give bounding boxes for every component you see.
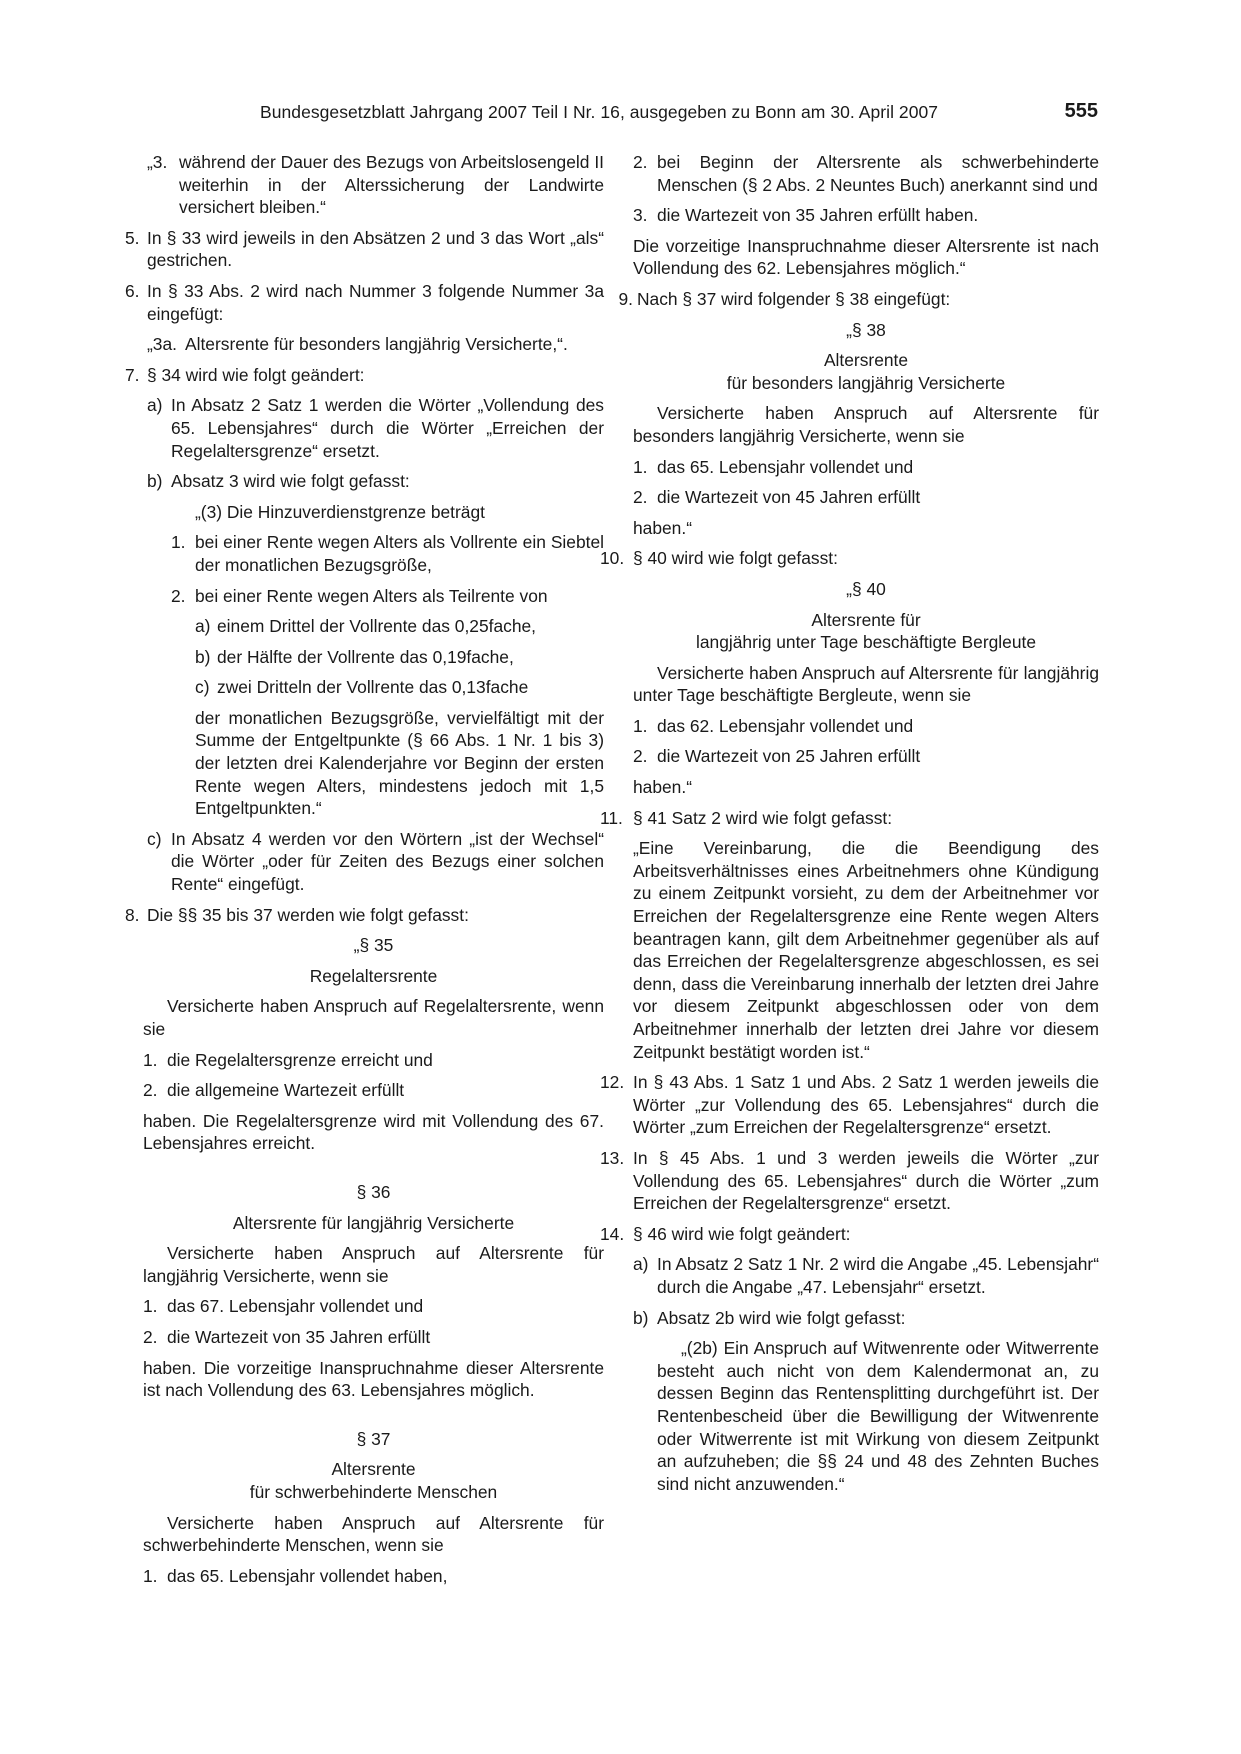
section-35-item-2: 2. die allgemeine Wartezeit erfüllt — [143, 1080, 405, 1101]
section-38-title-line1: Altersrente — [823, 350, 909, 371]
item-14a: a) In Absatz 2 Satz 1 Nr. 2 wird die Angabe „45. Lebensjahr“ durch die Angabe „47. Lebensjahr“ ersetzt. — [633, 1254, 1099, 1297]
section-37-title-line2: für schwerbehinderte Menschen — [249, 1481, 498, 1502]
section-38-item-1: 1. das 65. Lebensjahr vollendet und — [633, 456, 914, 477]
section-40-tail: haben.“ — [633, 777, 692, 798]
section-40-number: „§ 40 — [846, 578, 886, 599]
item-7c: c) In Absatz 4 werden vor den Wörtern „ist der Wechsel“ die Wörter „oder für Zeiten des Bezugs einer solchen Rente“ eingefügt. — [147, 828, 604, 895]
section-38-tail: haben.“ — [633, 517, 692, 538]
item-5: 5. In § 33 wird jeweils in den Absätzen 2 und 3 das Wort „als“ gestrichen. — [125, 227, 604, 271]
section-38-intro: Versicherte haben Anspruch auf Altersrente für besonders langjährig Versicherte, wenn sie — [633, 403, 1099, 446]
section-36-intro: Versicherte haben Anspruch auf Altersrente für langjährig Versicherte, wenn sie — [143, 1243, 604, 1286]
section-40-item-2: 2. die Wartezeit von 25 Jahren erfüllt — [633, 746, 921, 767]
item-7b-2a: a) einem Drittel der Vollrente das 0,25fache, — [195, 616, 537, 637]
item-7b-2: 2. bei einer Rente wegen Alters als Teilrente von — [171, 585, 548, 606]
item-6: 6. In § 33 Abs. 2 wird nach Nummer 3 folgende Nummer 3a eingefügt: — [125, 280, 604, 324]
section-35-number: „§ 35 — [353, 935, 394, 956]
item-7b-1: 1. bei einer Rente wegen Alters als Vollrente ein Siebtel der monatlichen Bezugsgröße, — [171, 532, 604, 575]
section-36-title: Altersrente für langjährig Versicherte — [232, 1212, 515, 1233]
item-7b: b) Absatz 3 wird wie folgt gefasst: — [147, 471, 410, 492]
left-column — [125, 151, 604, 1587]
item-12: 12. In § 43 Abs. 1 Satz 1 und Abs. 2 Satz 1 werden jeweils die Wörter „zur Vollendung des 65. Lebensjahres“ durch die Wörter „zum Erreichen der Regelaltersgrenze“ ersetzt. — [600, 1072, 1099, 1138]
section-37-intro: Versicherte haben Anspruch auf Altersrente für schwerbehinderte Menschen, wenn sie — [143, 1512, 604, 1556]
section-37-number: § 37 — [356, 1428, 391, 1449]
section-37-item-3: 3. die Wartezeit von 35 Jahren erfüllt haben. — [633, 205, 979, 226]
section-36-item-1: 1. das 67. Lebensjahr vollendet und — [143, 1296, 424, 1317]
section-36-tail: haben. Die vorzeitige Inanspruchnahme dieser Altersrente ist nach Vollendung des 63. Lebensjahres möglich. — [143, 1357, 604, 1401]
item-14b-quote: „(2b) Ein Anspruch auf Witwenrente oder Witwerrente besteht auch nicht von dem Kalendermonat an, zu dessen Beginn das Rentensplitting durchgeführt ist. Der Rentenbescheid über die Bewilligung der Witwenrente oder Witwerrente ist mit Wirkung von diesem Zeitpunkt an aufzuheben; die §§ 24 und 48 des Zehnten Buches sind nicht anzuwenden.“ — [657, 1338, 1099, 1494]
quote-item-3: „3. während der Dauer des Bezugs von Arbeitslosengeld II weiterhin in der Alterssicherung der Landwirte versichert bleiben.“ — [147, 152, 604, 218]
item-7b-tail: der monatlichen Bezugsgröße, vervielfältigt mit der Summe der Entgeltpunkte (§ 66 Abs. 1 Nr. 1 bis 3) der letzten drei Kalenderjahre vor Beginn der ersten Rente wegen Alters, mindestens jedoch mit 1,5 Entgeltpunkten.“ — [195, 707, 604, 819]
item-8: 8. Die §§ 35 bis 37 werden wie folgt gefasst: — [125, 904, 469, 925]
section-38-number: „§ 38 — [846, 319, 886, 340]
item-10: 10. § 40 wird wie folgt gefasst: — [600, 548, 838, 569]
section-36-number: § 36 — [356, 1181, 391, 1202]
page-header — [260, 100, 1098, 130]
header-title: Bundesgesetzblatt Jahrgang 2007 Teil I Nr. 16, ausgegeben zu Bonn am 30. April 2007 — [260, 102, 939, 122]
section-37-title-line1: Altersrente — [331, 1459, 416, 1480]
section-40-title-line2: langjährig unter Tage beschäftigte Bergleute — [696, 632, 1036, 653]
section-35-tail: haben. Die Regelaltersgrenze wird mit Vollendung des 67. Lebensjahres erreicht. — [143, 1110, 604, 1154]
item-7: 7. § 34 wird wie folgt geändert: — [125, 364, 365, 385]
item-7b-2b: b) der Hälfte der Vollrente das 0,19fache, — [195, 646, 514, 667]
page-number: 555 — [1064, 100, 1098, 122]
quote-para-3: „(3) Die Hinzuverdienstgrenze beträgt — [195, 501, 485, 522]
item-14: 14. § 46 wird wie folgt geändert: — [600, 1223, 851, 1244]
section-40-intro: Versicherte haben Anspruch auf Altersrente für langjährig unter Tage beschäftigte Bergleute, wenn sie — [633, 662, 1099, 706]
section-37-item-2: 2. bei Beginn der Altersrente als schwerbehinderte Menschen (§ 2 Abs. 2 Neuntes Buch) anerkannt sind und — [633, 152, 1099, 195]
section-38-item-2: 2. die Wartezeit von 45 Jahren erfüllt — [633, 487, 921, 508]
section-35-item-1: 1. die Regelaltersgrenze erreicht und — [143, 1049, 433, 1070]
section-37-item-1: 1. das 65. Lebensjahr vollendet haben, — [143, 1565, 448, 1586]
right-column — [600, 151, 1099, 1495]
item-7a: a) In Absatz 2 Satz 1 werden die Wörter „Vollendung des 65. Lebensjahres“ durch die Wörter „Erreichen der Regelaltersgrenze“ ersetzt. — [147, 395, 604, 461]
section-38-title-line2: für besonders langjährig Versicherte — [726, 372, 1006, 393]
section-36-item-2: 2. die Wartezeit von 35 Jahren erfüllt — [143, 1326, 431, 1347]
quote-item-3a: „3a. Altersrente für besonders langjährig Versicherte,“. — [147, 334, 568, 355]
item-13: 13. In § 45 Abs. 1 und 3 werden jeweils die Wörter „zur Vollendung des 65. Lebensjahres“ durch die Wörter „zum Erreichen der Regelaltersgrenze“ ersetzt. — [600, 1147, 1099, 1214]
section-35-intro: Versicherte haben Anspruch auf Regelaltersrente, wenn sie — [143, 996, 604, 1039]
item-9: 9. Nach § 37 wird folgender § 38 eingefügt: — [618, 288, 951, 309]
item-7b-2c: c) zwei Dritteln der Vollrente das 0,13fache — [195, 677, 529, 698]
item-11-quote: „Eine Vereinbarung, die die Beendigung des Arbeitsverhältnisses eines Arbeitnehmers ohne Kündigung zu einem Zeitpunkt vorsieht, zu dem der Arbeitnehmer vor Erreichen der Regelaltersgrenze eine Rente wegen Alters beantragen kann, gilt dem Arbeitnehmer gegenüber als auf das Erreichen der Regelaltersgrenze abgeschlossen, es sei denn, dass die Vereinbarung innerhalb der letzten drei Jahre vor diesem Zeitpunkt abgeschlossen oder von dem Arbeitnehmer innerhalb der letzten drei Jahre vor diesem Zeitpunkt bestätigt worden ist.“ — [633, 838, 1099, 1062]
section-40-title-line1: Altersrente für — [811, 609, 921, 630]
section-37-tail: Die vorzeitige Inanspruchnahme dieser Altersrente ist nach Vollendung des 62. Lebensjahres möglich.“ — [633, 235, 1099, 279]
item-14b: b) Absatz 2b wird wie folgt gefasst: — [633, 1307, 906, 1328]
section-40-item-1: 1. das 62. Lebensjahr vollendet und — [633, 715, 914, 736]
item-11: 11. § 41 Satz 2 wird wie folgt gefasst: — [600, 807, 893, 828]
section-35-title: Regelaltersrente — [309, 965, 438, 986]
